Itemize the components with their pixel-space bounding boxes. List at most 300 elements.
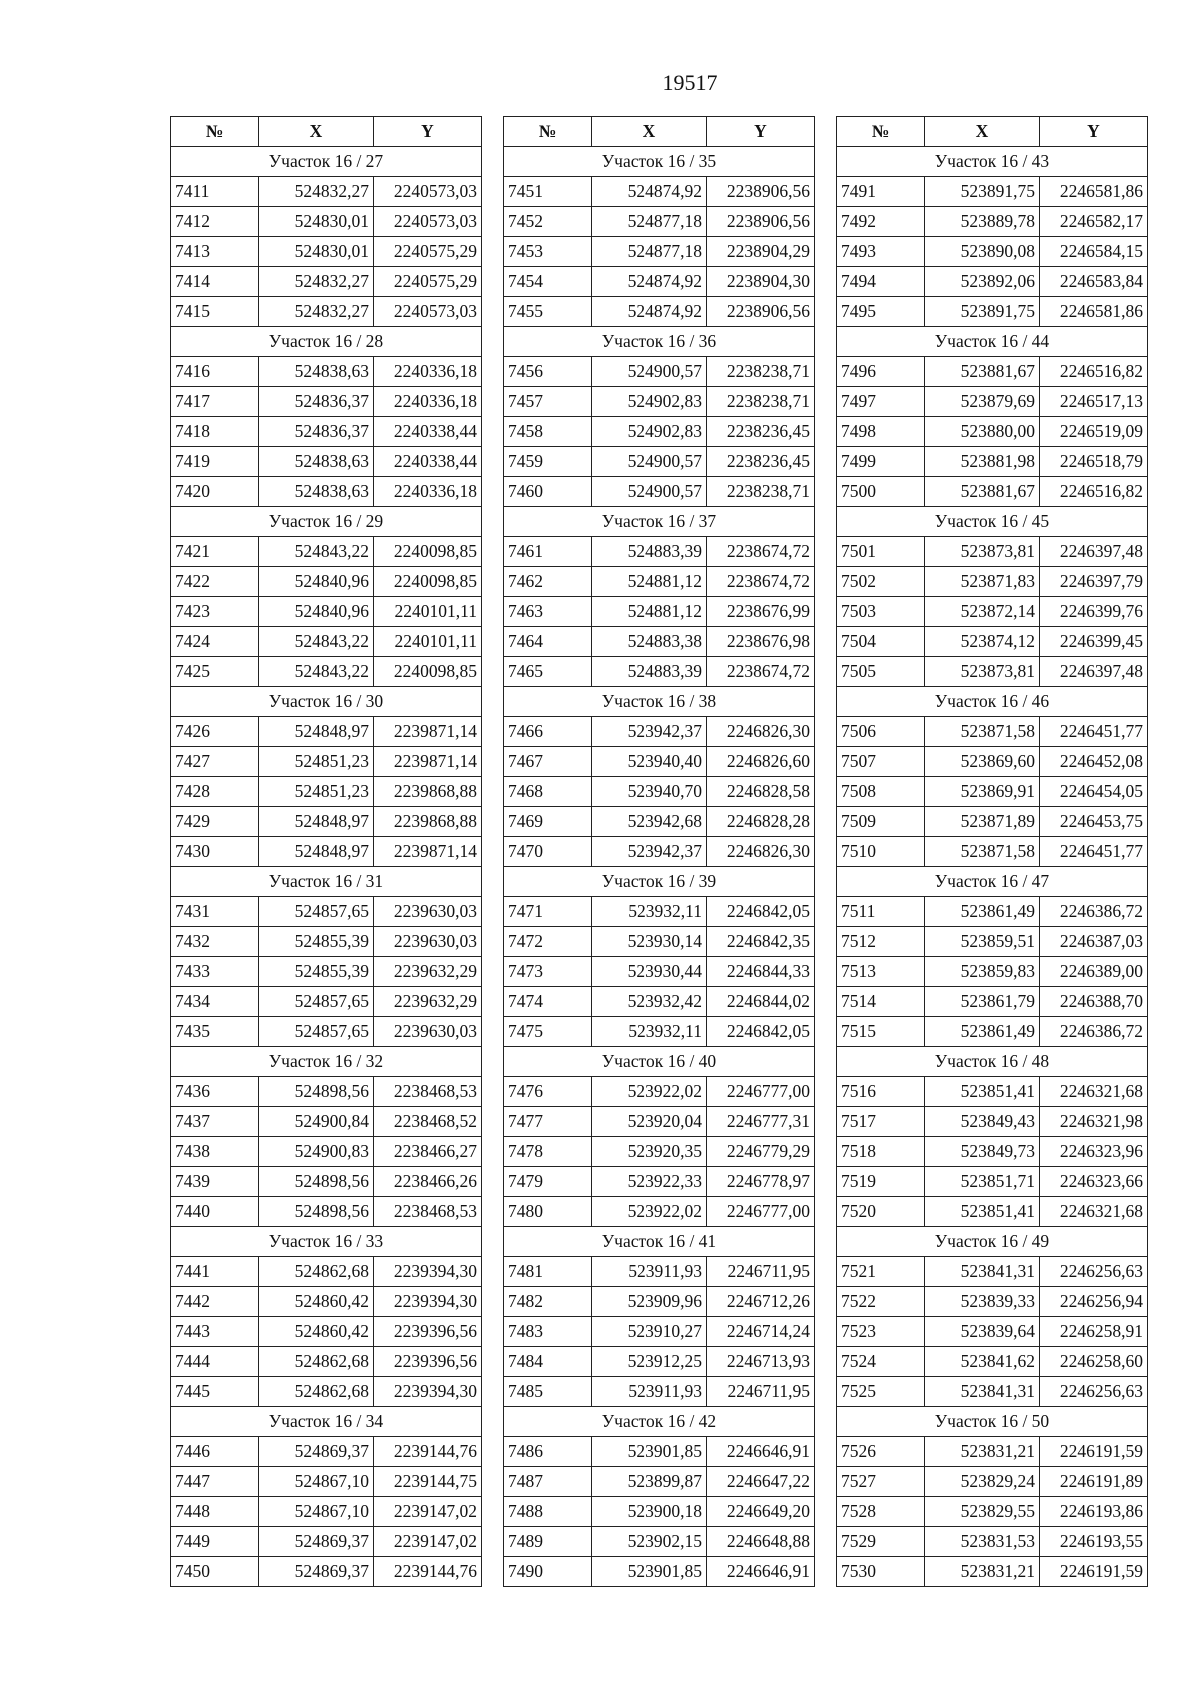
table-header-row xyxy=(837,117,1148,147)
table-row xyxy=(837,1197,1148,1227)
x-coordinate: 524832,27 xyxy=(259,267,374,297)
point-number: 7463 xyxy=(504,597,592,627)
x-coordinate: 524857,65 xyxy=(259,1017,374,1047)
table-row xyxy=(171,1077,482,1107)
y-coordinate: 2240098,85 xyxy=(374,567,482,597)
x-coordinate: 524851,23 xyxy=(259,747,374,777)
table-row xyxy=(171,957,482,987)
point-number: 7519 xyxy=(837,1167,925,1197)
table-row xyxy=(504,1347,815,1377)
point-number: 7487 xyxy=(504,1467,592,1497)
x-coordinate: 524898,56 xyxy=(259,1167,374,1197)
x-coordinate: 523829,24 xyxy=(925,1467,1040,1497)
table-row xyxy=(504,477,815,507)
x-coordinate: 523871,89 xyxy=(925,807,1040,837)
table-row xyxy=(837,1377,1148,1407)
y-coordinate: 2238238,71 xyxy=(707,357,815,387)
x-coordinate: 523930,44 xyxy=(592,957,707,987)
section-title: Участок 16 / 45 xyxy=(837,507,1148,537)
x-coordinate: 524843,22 xyxy=(259,627,374,657)
point-number: 7510 xyxy=(837,837,925,867)
y-coordinate: 2246518,79 xyxy=(1040,447,1148,477)
section-title: Участок 16 / 34 xyxy=(171,1407,482,1437)
point-number: 7444 xyxy=(171,1347,259,1377)
y-coordinate: 2239147,02 xyxy=(374,1497,482,1527)
point-number: 7419 xyxy=(171,447,259,477)
table-row xyxy=(837,657,1148,687)
y-coordinate: 2239396,56 xyxy=(374,1347,482,1377)
table-row xyxy=(837,1017,1148,1047)
x-coordinate: 524898,56 xyxy=(259,1077,374,1107)
y-coordinate: 2239632,29 xyxy=(374,987,482,1017)
point-number: 7484 xyxy=(504,1347,592,1377)
y-coordinate: 2246258,91 xyxy=(1040,1317,1148,1347)
x-coordinate: 523909,96 xyxy=(592,1287,707,1317)
x-coordinate: 523920,35 xyxy=(592,1137,707,1167)
table-row xyxy=(171,1527,482,1557)
y-coordinate: 2246712,26 xyxy=(707,1287,815,1317)
y-coordinate: 2246646,91 xyxy=(707,1437,815,1467)
y-coordinate: 2238466,27 xyxy=(374,1137,482,1167)
point-number: 7432 xyxy=(171,927,259,957)
x-coordinate: 523881,67 xyxy=(925,477,1040,507)
table-row xyxy=(837,807,1148,837)
y-coordinate: 2246713,93 xyxy=(707,1347,815,1377)
table-row xyxy=(504,987,815,1017)
x-coordinate: 523831,53 xyxy=(925,1527,1040,1557)
table-row xyxy=(171,1137,482,1167)
x-coordinate: 523849,73 xyxy=(925,1137,1040,1167)
x-coordinate: 524874,92 xyxy=(592,297,707,327)
section-title: Участок 16 / 29 xyxy=(171,507,482,537)
point-number: 7433 xyxy=(171,957,259,987)
y-coordinate: 2246452,08 xyxy=(1040,747,1148,777)
x-coordinate: 524848,97 xyxy=(259,807,374,837)
section-row xyxy=(837,867,1148,897)
table-row xyxy=(837,1467,1148,1497)
point-number: 7416 xyxy=(171,357,259,387)
table-row xyxy=(837,267,1148,297)
y-coordinate: 2246387,03 xyxy=(1040,927,1148,957)
x-coordinate: 524900,57 xyxy=(592,357,707,387)
table-row xyxy=(171,477,482,507)
y-coordinate: 2246826,30 xyxy=(707,837,815,867)
section-title: Участок 16 / 32 xyxy=(171,1047,482,1077)
table-row xyxy=(504,387,815,417)
y-coordinate: 2240098,85 xyxy=(374,537,482,567)
header-y: Y xyxy=(707,117,815,147)
point-number: 7486 xyxy=(504,1437,592,1467)
y-coordinate: 2240338,44 xyxy=(374,447,482,477)
x-coordinate: 523942,68 xyxy=(592,807,707,837)
x-coordinate: 523849,43 xyxy=(925,1107,1040,1137)
table-row xyxy=(837,1317,1148,1347)
section-row xyxy=(837,507,1148,537)
y-coordinate: 2238906,56 xyxy=(707,207,815,237)
section-title: Участок 16 / 40 xyxy=(504,1047,815,1077)
table-row xyxy=(504,297,815,327)
section-row xyxy=(171,507,482,537)
section-title: Участок 16 / 49 xyxy=(837,1227,1148,1257)
point-number: 7421 xyxy=(171,537,259,567)
x-coordinate: 523889,78 xyxy=(925,207,1040,237)
table-row xyxy=(171,297,482,327)
x-coordinate: 523879,69 xyxy=(925,387,1040,417)
y-coordinate: 2246516,82 xyxy=(1040,477,1148,507)
section-title: Участок 16 / 38 xyxy=(504,687,815,717)
table-row xyxy=(837,207,1148,237)
x-coordinate: 524883,39 xyxy=(592,657,707,687)
point-number: 7469 xyxy=(504,807,592,837)
table-row xyxy=(504,1167,815,1197)
x-coordinate: 523881,98 xyxy=(925,447,1040,477)
table-row xyxy=(171,837,482,867)
point-number: 7430 xyxy=(171,837,259,867)
y-coordinate: 2246828,58 xyxy=(707,777,815,807)
table-row xyxy=(171,1017,482,1047)
table-row xyxy=(837,777,1148,807)
y-coordinate: 2238466,26 xyxy=(374,1167,482,1197)
coordinates-table-3 xyxy=(836,116,1148,1587)
section-title: Участок 16 / 50 xyxy=(837,1407,1148,1437)
y-coordinate: 2238906,56 xyxy=(707,297,815,327)
x-coordinate: 524877,18 xyxy=(592,207,707,237)
table-row xyxy=(171,207,482,237)
point-number: 7441 xyxy=(171,1257,259,1287)
y-coordinate: 2240336,18 xyxy=(374,387,482,417)
x-coordinate: 523872,14 xyxy=(925,597,1040,627)
x-coordinate: 523899,87 xyxy=(592,1467,707,1497)
point-number: 7511 xyxy=(837,897,925,927)
x-coordinate: 523871,83 xyxy=(925,567,1040,597)
section-title: Участок 16 / 35 xyxy=(504,147,815,177)
table-row xyxy=(504,897,815,927)
point-number: 7443 xyxy=(171,1317,259,1347)
point-number: 7411 xyxy=(171,177,259,207)
point-number: 7493 xyxy=(837,237,925,267)
point-number: 7526 xyxy=(837,1437,925,1467)
point-number: 7461 xyxy=(504,537,592,567)
y-coordinate: 2238468,52 xyxy=(374,1107,482,1137)
x-coordinate: 523922,02 xyxy=(592,1197,707,1227)
x-coordinate: 523912,25 xyxy=(592,1347,707,1377)
point-number: 7482 xyxy=(504,1287,592,1317)
section-row xyxy=(504,147,815,177)
y-coordinate: 2246778,97 xyxy=(707,1167,815,1197)
table-row xyxy=(171,1497,482,1527)
section-row xyxy=(837,327,1148,357)
table-row xyxy=(837,447,1148,477)
table-row xyxy=(504,1467,815,1497)
x-coordinate: 523911,93 xyxy=(592,1377,707,1407)
y-coordinate: 2239630,03 xyxy=(374,927,482,957)
point-number: 7478 xyxy=(504,1137,592,1167)
x-coordinate: 524840,96 xyxy=(259,597,374,627)
point-number: 7454 xyxy=(504,267,592,297)
y-coordinate: 2246451,77 xyxy=(1040,717,1148,747)
section-row xyxy=(171,327,482,357)
x-coordinate: 523851,41 xyxy=(925,1077,1040,1107)
x-coordinate: 523940,40 xyxy=(592,747,707,777)
table-row xyxy=(504,777,815,807)
table-row xyxy=(171,537,482,567)
table-row xyxy=(504,837,815,867)
point-number: 7468 xyxy=(504,777,592,807)
table-row xyxy=(837,537,1148,567)
y-coordinate: 2246191,59 xyxy=(1040,1437,1148,1467)
x-coordinate: 523841,31 xyxy=(925,1377,1040,1407)
section-row xyxy=(504,867,815,897)
y-coordinate: 2238468,53 xyxy=(374,1077,482,1107)
x-coordinate: 524851,23 xyxy=(259,777,374,807)
table-row xyxy=(171,1557,482,1587)
y-coordinate: 2246648,88 xyxy=(707,1527,815,1557)
point-number: 7423 xyxy=(171,597,259,627)
y-coordinate: 2239630,03 xyxy=(374,1017,482,1047)
x-coordinate: 523902,15 xyxy=(592,1527,707,1557)
table-row xyxy=(504,1287,815,1317)
x-coordinate: 523891,75 xyxy=(925,177,1040,207)
y-coordinate: 2246323,66 xyxy=(1040,1167,1148,1197)
y-coordinate: 2246397,48 xyxy=(1040,657,1148,687)
x-coordinate: 523901,85 xyxy=(592,1557,707,1587)
x-coordinate: 523901,85 xyxy=(592,1437,707,1467)
y-coordinate: 2238904,29 xyxy=(707,237,815,267)
y-coordinate: 2246321,68 xyxy=(1040,1077,1148,1107)
y-coordinate: 2240098,85 xyxy=(374,657,482,687)
point-number: 7437 xyxy=(171,1107,259,1137)
table-row xyxy=(171,987,482,1017)
point-number: 7436 xyxy=(171,1077,259,1107)
y-coordinate: 2239144,76 xyxy=(374,1437,482,1467)
point-number: 7462 xyxy=(504,567,592,597)
x-coordinate: 523892,06 xyxy=(925,267,1040,297)
x-coordinate: 523930,14 xyxy=(592,927,707,957)
y-coordinate: 2246258,60 xyxy=(1040,1347,1148,1377)
table-row xyxy=(171,447,482,477)
section-title: Участок 16 / 46 xyxy=(837,687,1148,717)
y-coordinate: 2239632,29 xyxy=(374,957,482,987)
section-title: Участок 16 / 47 xyxy=(837,867,1148,897)
table-row xyxy=(504,957,815,987)
y-coordinate: 2246388,70 xyxy=(1040,987,1148,1017)
section-row xyxy=(171,147,482,177)
section-row xyxy=(504,327,815,357)
section-title: Участок 16 / 42 xyxy=(504,1407,815,1437)
y-coordinate: 2246826,30 xyxy=(707,717,815,747)
table-row xyxy=(171,597,482,627)
section-title: Участок 16 / 37 xyxy=(504,507,815,537)
section-title: Участок 16 / 31 xyxy=(171,867,482,897)
x-coordinate: 523859,83 xyxy=(925,957,1040,987)
x-coordinate: 524857,65 xyxy=(259,987,374,1017)
table-row xyxy=(837,717,1148,747)
point-number: 7503 xyxy=(837,597,925,627)
x-coordinate: 524900,57 xyxy=(592,477,707,507)
table-row xyxy=(171,267,482,297)
table-row xyxy=(837,627,1148,657)
table-row xyxy=(837,477,1148,507)
x-coordinate: 524898,56 xyxy=(259,1197,374,1227)
x-coordinate: 524836,37 xyxy=(259,387,374,417)
x-coordinate: 524867,10 xyxy=(259,1497,374,1527)
y-coordinate: 2246844,33 xyxy=(707,957,815,987)
table-row xyxy=(837,1077,1148,1107)
point-number: 7488 xyxy=(504,1497,592,1527)
point-number: 7417 xyxy=(171,387,259,417)
point-number: 7453 xyxy=(504,237,592,267)
header-y: Y xyxy=(1040,117,1148,147)
table-row xyxy=(504,1137,815,1167)
table-row xyxy=(504,1527,815,1557)
x-coordinate: 523942,37 xyxy=(592,837,707,867)
table-row xyxy=(504,447,815,477)
y-coordinate: 2238674,72 xyxy=(707,537,815,567)
table-row xyxy=(171,357,482,387)
x-coordinate: 524840,96 xyxy=(259,567,374,597)
y-coordinate: 2240101,11 xyxy=(374,597,482,627)
table-row xyxy=(171,717,482,747)
x-coordinate: 524830,01 xyxy=(259,207,374,237)
point-number: 7504 xyxy=(837,627,925,657)
table-row xyxy=(504,207,815,237)
section-row xyxy=(171,1047,482,1077)
x-coordinate: 523861,79 xyxy=(925,987,1040,1017)
x-coordinate: 523911,93 xyxy=(592,1257,707,1287)
y-coordinate: 2246647,22 xyxy=(707,1467,815,1497)
x-coordinate: 523932,11 xyxy=(592,1017,707,1047)
point-number: 7517 xyxy=(837,1107,925,1137)
section-row xyxy=(837,1227,1148,1257)
x-coordinate: 524869,37 xyxy=(259,1437,374,1467)
x-coordinate: 524883,38 xyxy=(592,627,707,657)
table-row xyxy=(171,1377,482,1407)
table-row xyxy=(837,417,1148,447)
y-coordinate: 2246711,95 xyxy=(707,1257,815,1287)
point-number: 7494 xyxy=(837,267,925,297)
point-number: 7530 xyxy=(837,1557,925,1587)
y-coordinate: 2246323,96 xyxy=(1040,1137,1148,1167)
y-coordinate: 2246386,72 xyxy=(1040,897,1148,927)
y-coordinate: 2246584,15 xyxy=(1040,237,1148,267)
table-row xyxy=(837,927,1148,957)
table-row xyxy=(171,1317,482,1347)
point-number: 7435 xyxy=(171,1017,259,1047)
x-coordinate: 523871,58 xyxy=(925,717,1040,747)
point-number: 7449 xyxy=(171,1527,259,1557)
table-row xyxy=(504,537,815,567)
table-row xyxy=(837,1347,1148,1377)
section-title: Участок 16 / 41 xyxy=(504,1227,815,1257)
y-coordinate: 2246777,00 xyxy=(707,1077,815,1107)
table-row xyxy=(504,1497,815,1527)
y-coordinate: 2239394,30 xyxy=(374,1377,482,1407)
x-coordinate: 524902,83 xyxy=(592,417,707,447)
table-row xyxy=(837,237,1148,267)
point-number: 7497 xyxy=(837,387,925,417)
section-row xyxy=(171,1407,482,1437)
y-coordinate: 2246844,02 xyxy=(707,987,815,1017)
x-coordinate: 523841,31 xyxy=(925,1257,1040,1287)
section-title: Участок 16 / 27 xyxy=(171,147,482,177)
x-coordinate: 523851,71 xyxy=(925,1167,1040,1197)
y-coordinate: 2246399,76 xyxy=(1040,597,1148,627)
y-coordinate: 2240336,18 xyxy=(374,477,482,507)
table-row xyxy=(837,1557,1148,1587)
y-coordinate: 2240338,44 xyxy=(374,417,482,447)
x-coordinate: 524848,97 xyxy=(259,837,374,867)
y-coordinate: 2240336,18 xyxy=(374,357,482,387)
section-row xyxy=(504,507,815,537)
x-coordinate: 524860,42 xyxy=(259,1287,374,1317)
point-number: 7496 xyxy=(837,357,925,387)
y-coordinate: 2246777,31 xyxy=(707,1107,815,1137)
y-coordinate: 2239868,88 xyxy=(374,807,482,837)
point-number: 7475 xyxy=(504,1017,592,1047)
table-row xyxy=(504,1557,815,1587)
y-coordinate: 2246453,75 xyxy=(1040,807,1148,837)
x-coordinate: 523873,81 xyxy=(925,657,1040,687)
x-coordinate: 523890,08 xyxy=(925,237,1040,267)
y-coordinate: 2246256,63 xyxy=(1040,1257,1148,1287)
y-coordinate: 2239868,88 xyxy=(374,777,482,807)
x-coordinate: 523829,55 xyxy=(925,1497,1040,1527)
y-coordinate: 2246389,00 xyxy=(1040,957,1148,987)
point-number: 7495 xyxy=(837,297,925,327)
y-coordinate: 2246842,35 xyxy=(707,927,815,957)
x-coordinate: 524855,39 xyxy=(259,957,374,987)
x-coordinate: 524883,39 xyxy=(592,537,707,567)
y-coordinate: 2238674,72 xyxy=(707,567,815,597)
section-row xyxy=(504,1047,815,1077)
y-coordinate: 2240573,03 xyxy=(374,207,482,237)
point-number: 7427 xyxy=(171,747,259,777)
y-coordinate: 2238238,71 xyxy=(707,387,815,417)
table-row xyxy=(837,1137,1148,1167)
section-row xyxy=(504,1227,815,1257)
table-row xyxy=(171,387,482,417)
table-row xyxy=(171,567,482,597)
header-number: № xyxy=(504,117,592,147)
point-number: 7438 xyxy=(171,1137,259,1167)
x-coordinate: 523880,00 xyxy=(925,417,1040,447)
x-coordinate: 523873,81 xyxy=(925,537,1040,567)
section-title: Участок 16 / 43 xyxy=(837,147,1148,177)
y-coordinate: 2246581,86 xyxy=(1040,177,1148,207)
point-number: 7448 xyxy=(171,1497,259,1527)
section-title: Участок 16 / 28 xyxy=(171,327,482,357)
table-row xyxy=(837,1437,1148,1467)
y-coordinate: 2246582,17 xyxy=(1040,207,1148,237)
y-coordinate: 2239630,03 xyxy=(374,897,482,927)
table-row xyxy=(504,927,815,957)
point-number: 7524 xyxy=(837,1347,925,1377)
point-number: 7434 xyxy=(171,987,259,1017)
table-row xyxy=(504,267,815,297)
x-coordinate: 523851,41 xyxy=(925,1197,1040,1227)
x-coordinate: 524862,68 xyxy=(259,1347,374,1377)
table-row xyxy=(171,927,482,957)
point-number: 7506 xyxy=(837,717,925,747)
x-coordinate: 523859,51 xyxy=(925,927,1040,957)
section-row xyxy=(837,687,1148,717)
table-row xyxy=(837,1167,1148,1197)
table-header-row xyxy=(504,117,815,147)
x-coordinate: 524874,92 xyxy=(592,177,707,207)
point-number: 7445 xyxy=(171,1377,259,1407)
x-coordinate: 524832,27 xyxy=(259,177,374,207)
point-number: 7529 xyxy=(837,1527,925,1557)
